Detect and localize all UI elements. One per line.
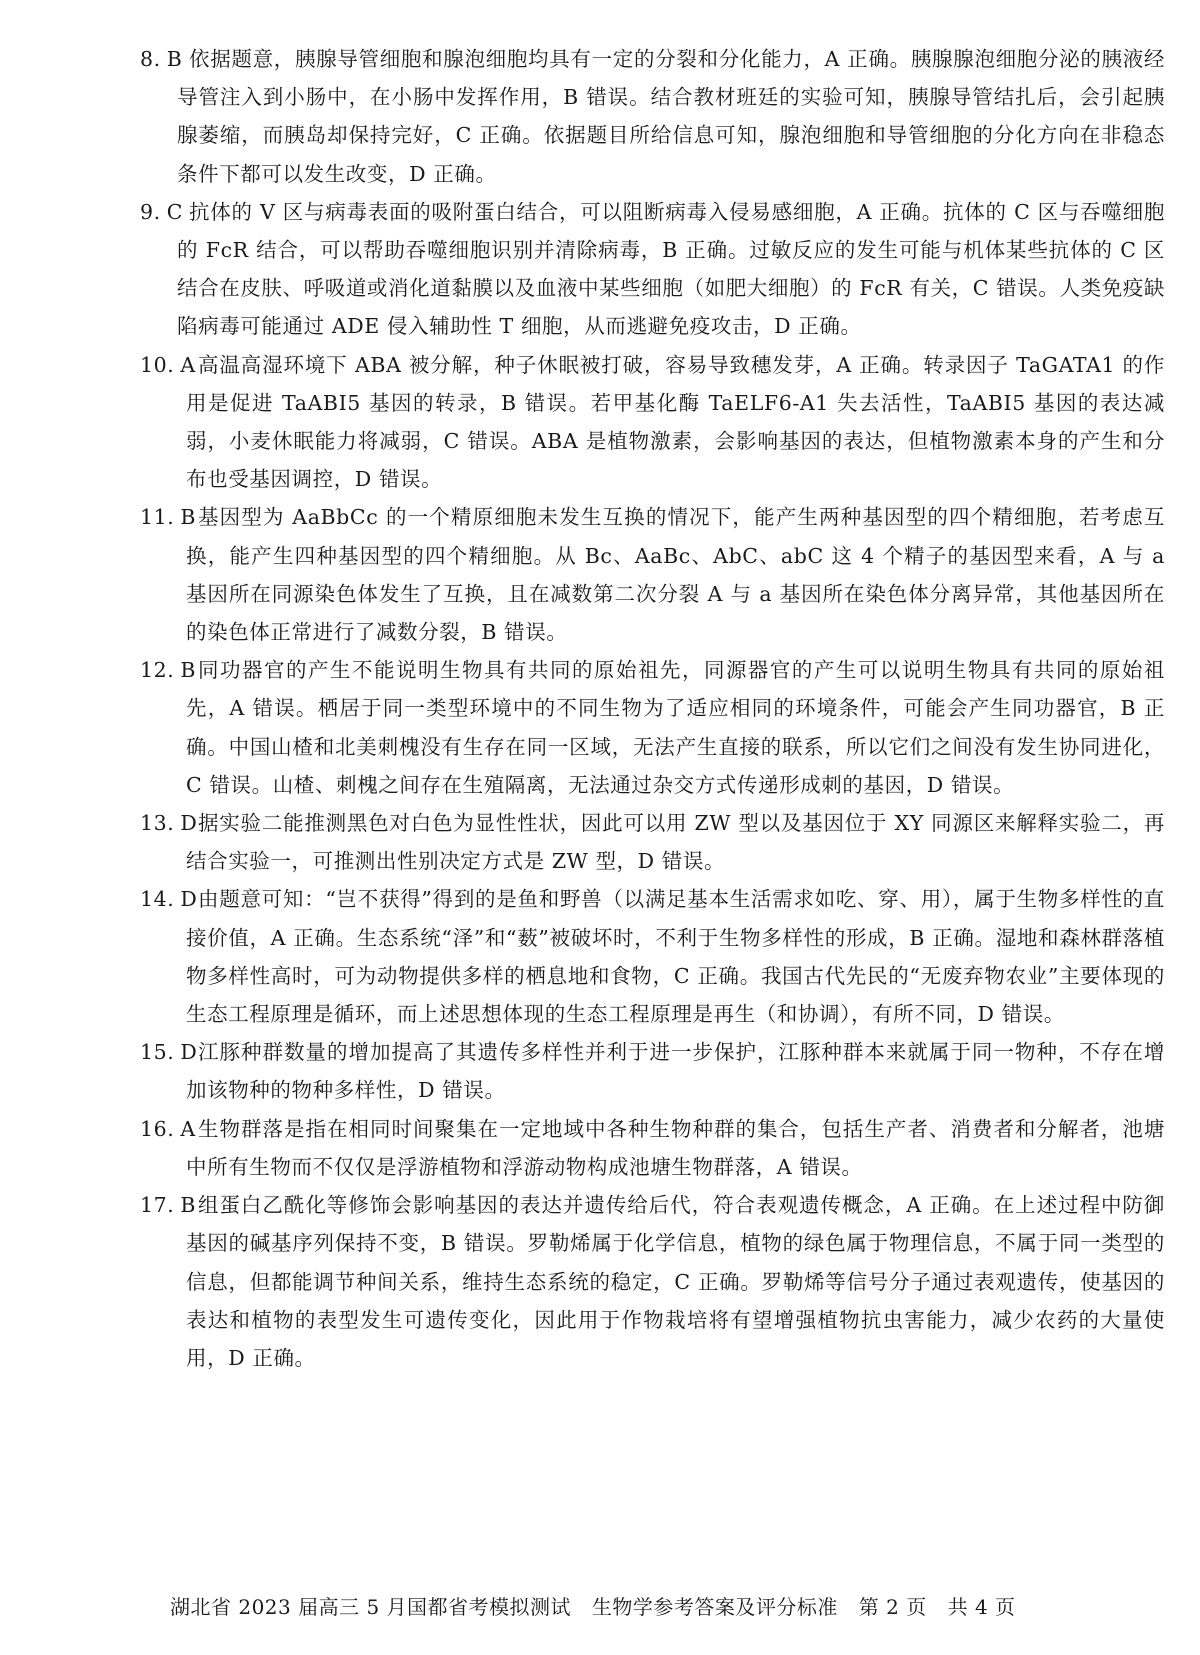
answer-letter: B bbox=[180, 1193, 197, 1218]
question-number: 9. bbox=[140, 199, 161, 224]
question-number: 13. bbox=[140, 811, 175, 836]
question-number: 14. bbox=[140, 887, 175, 912]
answer-item-14 bbox=[140, 880, 1165, 1033]
footer-total-pages: 共 4 页 bbox=[947, 1595, 1016, 1619]
answer-letter: A bbox=[180, 352, 196, 377]
answer-letter: D bbox=[180, 887, 198, 912]
answer-item-17 bbox=[140, 1186, 1165, 1377]
question-number: 17. bbox=[140, 1193, 175, 1218]
explanation-text: 抗体的 V 区与病毒表面的吸附蛋白结合，可以阻断病毒入侵易感细胞，A 正确。抗体的 C 区与吞噬细胞的 FcR 结合，可以帮助吞噬细胞识别并清除病毒，B 正确。过敏反应的发生可能与机体某些抗体的 C 区结合在皮肤、呼吸道或消化道黏膜以及血液中某些细胞（如肥大细胞）的 FcR 有关，C 错误。人类免疫缺陷病毒可能通过 ADE 侵入辅助性 T 细胞，从而逃避免疫攻击，D 正确。 bbox=[177, 199, 1165, 339]
answer-letter: B bbox=[180, 505, 197, 530]
answer-letter: A bbox=[180, 1116, 196, 1141]
explanation-text: 据实验二能推测黑色对白色为显性性状，因此可以用 ZW 型以及基因位于 XY 同源区来解释实验二，再结合实验一，可推测出性别决定方式是 ZW 型，D 错误。 bbox=[186, 811, 1165, 874]
question-number: 8. bbox=[140, 47, 161, 71]
explanation-text: 生物群落是指在相同时间聚集在一定地域中各种生物种群的集合，包括生产者、消费者和分解者，池塘中所有生物而不仅仅是浮游植物和浮游动物构成池塘生物群落，A 错误。 bbox=[186, 1116, 1165, 1179]
answer-item-9 bbox=[140, 193, 1165, 346]
question-number: 15. bbox=[140, 1040, 175, 1065]
answer-item-12 bbox=[140, 651, 1165, 804]
page-footer bbox=[170, 1592, 1130, 1622]
explanation-text: 依据题意，胰腺导管细胞和腺泡细胞均具有一定的分裂和分化能力，A 正确。胰腺腺泡细胞分泌的胰液经导管注入到小肠中，在小肠中发挥作用，B 错误。结合教材班廷的实验可知，胰腺导管结扎后，会引起胰腺萎缩，而胰岛却保持完好，C 正确。依据题目所给信息可知，腺泡细胞和导管细胞的分化方向在非稳态条件下都可以发生改变，D 正确。 bbox=[177, 47, 1165, 186]
answer-item-16 bbox=[140, 1110, 1165, 1186]
explanation-text: 同功器官的产生不能说明生物具有共同的原始祖先，同源器官的产生可以说明生物具有共同的原始祖先，A 错误。栖居于同一类型环境中的不同生物为了适应相同的环境条件，可能会产生同功器官，B 正确。中国山楂和北美刺槐没有生存在同一区域，无法产生直接的联系，所以它们之间没有发生协同进化，C 错误。山楂、刺槐之间存在生殖隔离，无法通过杂交方式传递形成刺的基因，D 错误。 bbox=[186, 658, 1165, 797]
explanation-text: 江豚种群数量的增加提高了其遗传多样性并利于进一步保护，江豚种群本来就属于同一物种，不存在增加该物种的物种多样性，D 错误。 bbox=[186, 1040, 1165, 1103]
footer-page-number: 第 2 页 bbox=[858, 1595, 927, 1619]
answer-letter: C bbox=[166, 199, 184, 224]
question-number: 12. bbox=[140, 658, 175, 683]
answer-item-8 bbox=[140, 40, 1165, 193]
answer-letter: D bbox=[180, 1040, 198, 1065]
question-number: 16. bbox=[140, 1116, 175, 1141]
answer-list bbox=[140, 40, 1165, 1377]
answer-item-11 bbox=[140, 498, 1165, 651]
answer-item-10 bbox=[140, 346, 1165, 499]
answer-letter: B bbox=[180, 658, 197, 683]
explanation-text: 组蛋白乙酰化等修饰会影响基因的表达并遗传给后代，符合表观遗传概念，A 正确。在上述过程中防御基因的碱基序列保持不变，B 错误。罗勒烯属于化学信息，植物的绿色属于物理信息，不属于同一类型的信息，但都能调节种间关系，维持生态系统的稳定，C 正确。罗勒烯等信号分子通过表观遗传，使基因的表达和植物的表型发生可遗传变化，因此用于作物栽培将有望增强植物抗虫害能力，减少农药的大量使用，D 正确。 bbox=[186, 1193, 1165, 1370]
explanation-text: 高温高湿环境下 ABA 被分解，种子休眠被打破，容易导致穗发芽，A 正确。转录因子 TaGATA1 的作用是促进 TaABI5 基因的转录，B 错误。若甲基化酶 TaELF6-A1 失去活性，TaABI5 基因的表达减弱，小麦休眠能力将减弱，C 错误。ABA 是植物激素，会影响基因的表达，但植物激素本身的产生和分布也受基因调控，D 错误。 bbox=[186, 352, 1165, 492]
answer-letter: D bbox=[180, 811, 198, 836]
answer-item-15 bbox=[140, 1033, 1165, 1109]
explanation-text: 基因型为 AaBbCc 的一个精原细胞未发生互换的情况下，能产生两种基因型的四个精细胞，若考虑互换，能产生四种基因型的四个精细胞。从 Bc、AaBc、AbC、abC 这 4 个精子的基因型来看，A 与 a 基因所在同源染色体发生了互换，且在减数第二次分裂 A 与 a 基因所在染色体分离异常，其他基因所在的染色体正常进行了减数分裂，B 错误。 bbox=[186, 505, 1165, 645]
explanation-text: 由题意可知：“岂不获得”得到的是鱼和野兽（以满足基本生活需求如吃、穿、用），属于生物多样性的直接价值，A 正确。生态系统“泽”和“薮”被破坏时，不利于生物多样性的形成，B 正确。湿地和森林群落植物多样性高时，可为动物提供多样的栖息地和食物，C 正确。我国古代先民的“无废弃物农业”主要体现的生态工程原理是循环，而上述思想体现的生态工程原理是再生（和协调），有所不同，D 错误。 bbox=[186, 887, 1165, 1027]
answer-letter: B bbox=[166, 47, 183, 71]
question-number: 11. bbox=[140, 505, 175, 530]
answer-item-13 bbox=[140, 804, 1165, 880]
footer-exam-title: 湖北省 2023 届高三 5 月国都省考模拟测试 bbox=[170, 1595, 572, 1619]
question-number: 10. bbox=[140, 352, 175, 377]
footer-subject: 生物学参考答案及评分标准 bbox=[591, 1595, 838, 1619]
